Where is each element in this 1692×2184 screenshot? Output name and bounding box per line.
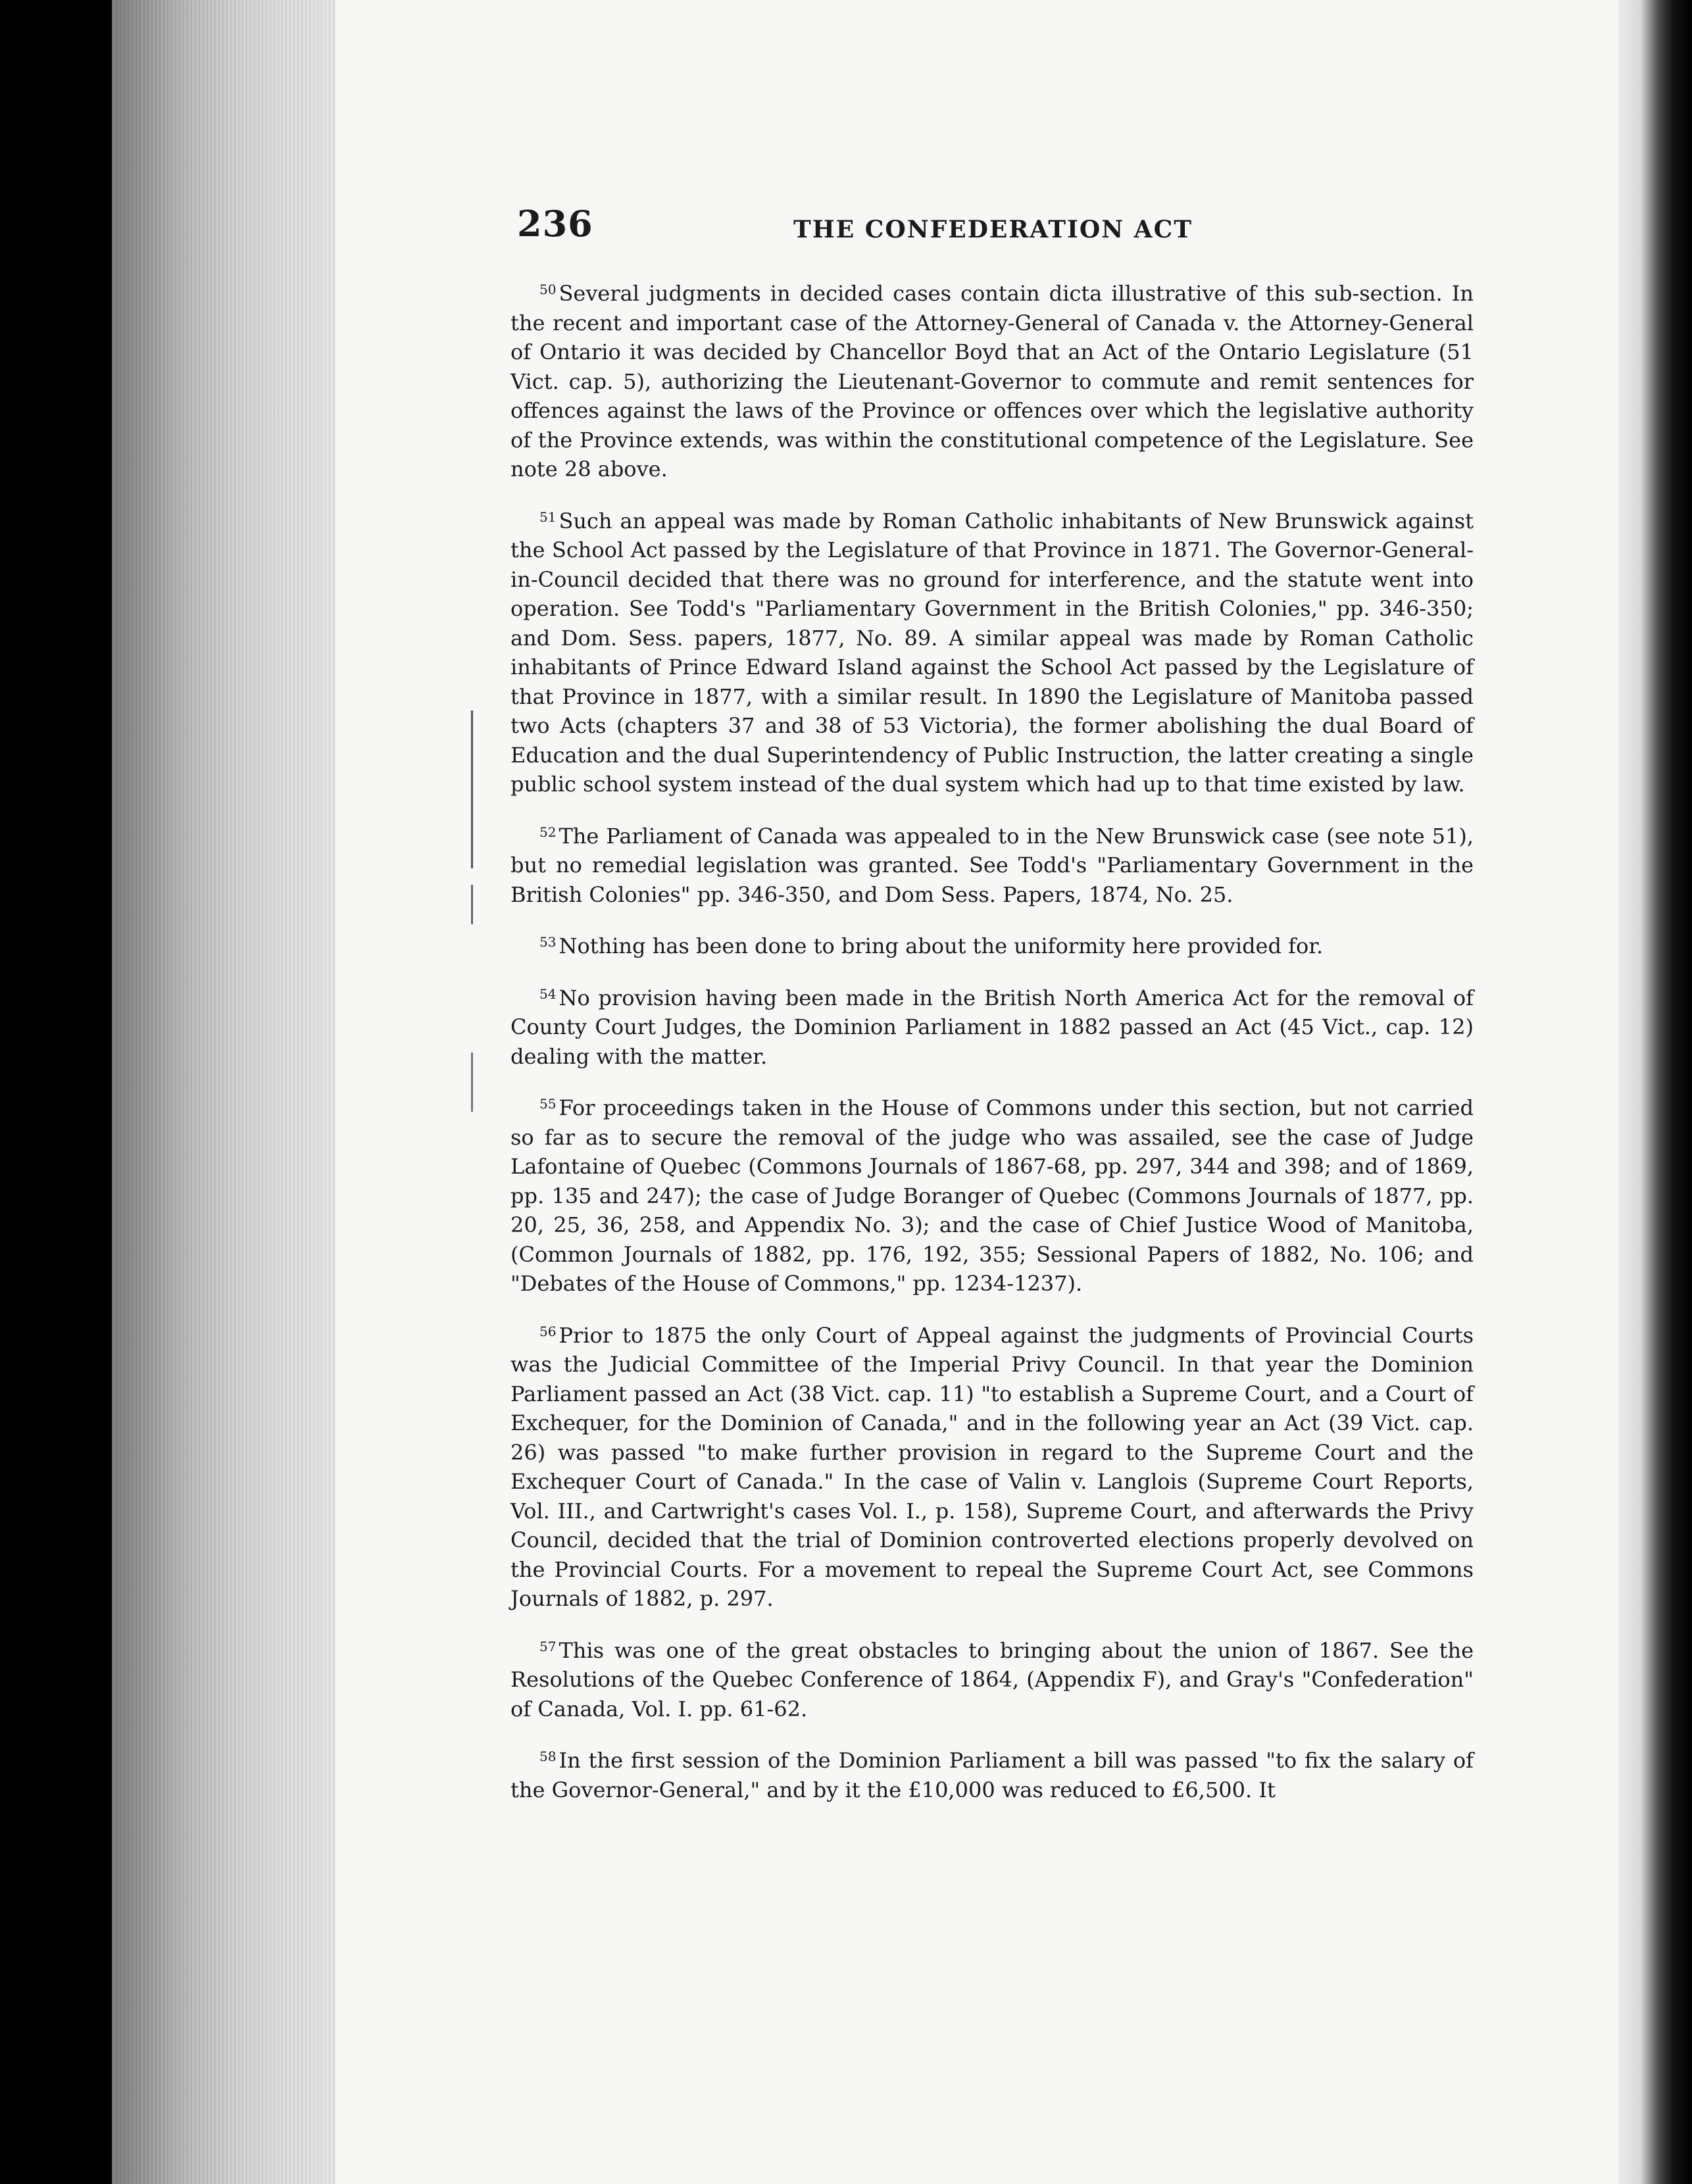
book-page-edges	[112, 0, 336, 2184]
footnote	[510, 279, 1474, 484]
margin-pencil-mark	[471, 885, 473, 924]
footnote-text: Nothing has been done to bring about the uniformity here provided for.	[559, 933, 1324, 958]
page-number: 236	[517, 203, 593, 245]
footnote-number: 52	[539, 824, 557, 840]
page-text-block	[510, 197, 1474, 1827]
footnote-text: The Parliament of Canada was appealed to in the New Brunswick case (see note 51), but no remedial legislation was granted. See Todd's "Parliamentary Government in the British Colonies" pp. 346-350, and Dom Sess. Papers, 1874, No. 25.	[510, 823, 1474, 907]
footnote-number: 54	[539, 985, 557, 1002]
footnote-text: Prior to 1875 the only Court of Appeal against the judgments of Provincial Courts was the Judicial Committee of the Imperial Privy Council. In that year the Dominion Parliament passed an Act (38 Vict. cap. 11) "to establish a Supreme Court, and a Court of Exchequer, for the Dominion of Canada," and in the following year an Act (39 Vict. cap. 26) was passed "to make further provision in regard to the Supreme Court and the Exchequer Court of Canada." In the case of Valin v. Langlois (Supreme Court Reports, Vol. III., and Cartwright's cases Vol. I., p. 158), Supreme Court, and afterwards the Privy Council, decided that the trial of Dominion controverted elections properly devolved on the Provincial Courts. For a movement to repeal the Supreme Court Act, see Commons Journals of 1882, p. 297.	[510, 1322, 1474, 1611]
footnote-number: 56	[539, 1323, 557, 1339]
margin-pencil-mark	[471, 710, 473, 868]
footnote-text: For proceedings taken in the House of Commons under this section, but not carried so far as to secure the removal of the judge who was assailed, see the case of Judge Lafontaine of Quebec (Commons Journals of 1867-68, pp. 297, 344 and 398; and of 1869, pp. 135 and 247); the case of Judge Boranger of Quebec (Commons Journals of 1877, pp. 20, 25, 36, 258, and Appendix No. 3); and the case of Chief Justice Wood of Manitoba, (Common Journals of 1882, pp. 176, 192, 355; Sessional Papers of 1882, No. 106; and "Debates of the House of Commons," pp. 1234-1237).	[510, 1095, 1474, 1296]
next-page-edge	[1618, 0, 1692, 2184]
footnote-text: In the first session of the Dominion Parliament a bill was passed "to fix the salary of the Governor-General," and by it the £10,000 was reduced to £6,500. It	[510, 1748, 1474, 1802]
footnote-number: 55	[539, 1096, 557, 1112]
margin-pencil-mark	[471, 1053, 473, 1112]
footnote-number: 58	[539, 1749, 557, 1764]
running-title: THE CONFEDERATION ACT	[793, 216, 1193, 243]
footnote	[510, 822, 1474, 910]
footnote	[510, 1746, 1474, 1804]
footnote	[510, 931, 1474, 961]
footnote	[510, 1636, 1474, 1724]
footnote-text: Several judgments in decided cases contain dicta illustrative of this sub-section. In the recent and important case of the Attorney-General of Canada v. the Attorney-General of Ontario it was decided by Chancellor Boyd that an Act of the Ontario Legislature (51 Vict. cap. 5), authorizing the Lieutenant-Governor to commute and remit sentences for offences against the laws of the Province or offences over which the legislative authority of the Province extends, was within the constitutional competence of the Legislature. See note 28 above.	[510, 281, 1474, 482]
footnote	[510, 1321, 1474, 1614]
footnote	[510, 983, 1474, 1072]
running-head	[510, 197, 1474, 250]
footnote	[510, 1093, 1474, 1299]
footnote-text: Such an appeal was made by Roman Catholic inhabitants of New Brunswick against the School Act passed by the Legislature of that Province in 1871. The Governor-General-in-Council decided that there was no ground for interference, and the statute went into operation. See Todd's "Parliamentary Government in the British Colonies," pp. 346-350; and Dom. Sess. papers, 1877, No. 89. A similar appeal was made by Roman Catholic inhabitants of Prince Edward Island against the School Act passed by the Legislature of that Province in 1877, with a similar result. In 1890 the Legislature of Manitoba passed two Acts (chapters 37 and 38 of 53 Victoria), the former abolishing the dual Board of Education and the dual Superintendency of Public Instruction, the latter creating a single public school system instead of the dual system which had up to that time existed by law.	[510, 508, 1474, 797]
footnote-number: 50	[539, 282, 557, 297]
footnote-text: No provision having been made in the British North America Act for the removal of County Court Judges, the Dominion Parliament in 1882 passed an Act (45 Vict., cap. 12) dealing with the matter.	[510, 985, 1474, 1069]
footnotes	[510, 279, 1474, 1804]
footnote	[510, 507, 1474, 799]
footnote-number: 53	[539, 934, 557, 950]
footnote-number: 57	[539, 1638, 557, 1654]
footnote-number: 51	[539, 509, 557, 525]
footnote-text: This was one of the great obstacles to bringing about the union of 1867. See the Resolutions of the Quebec Conference of 1864, (Appendix F), and Gray's "Confederation" of Canada, Vol. I. pp. 61-62.	[510, 1637, 1474, 1722]
